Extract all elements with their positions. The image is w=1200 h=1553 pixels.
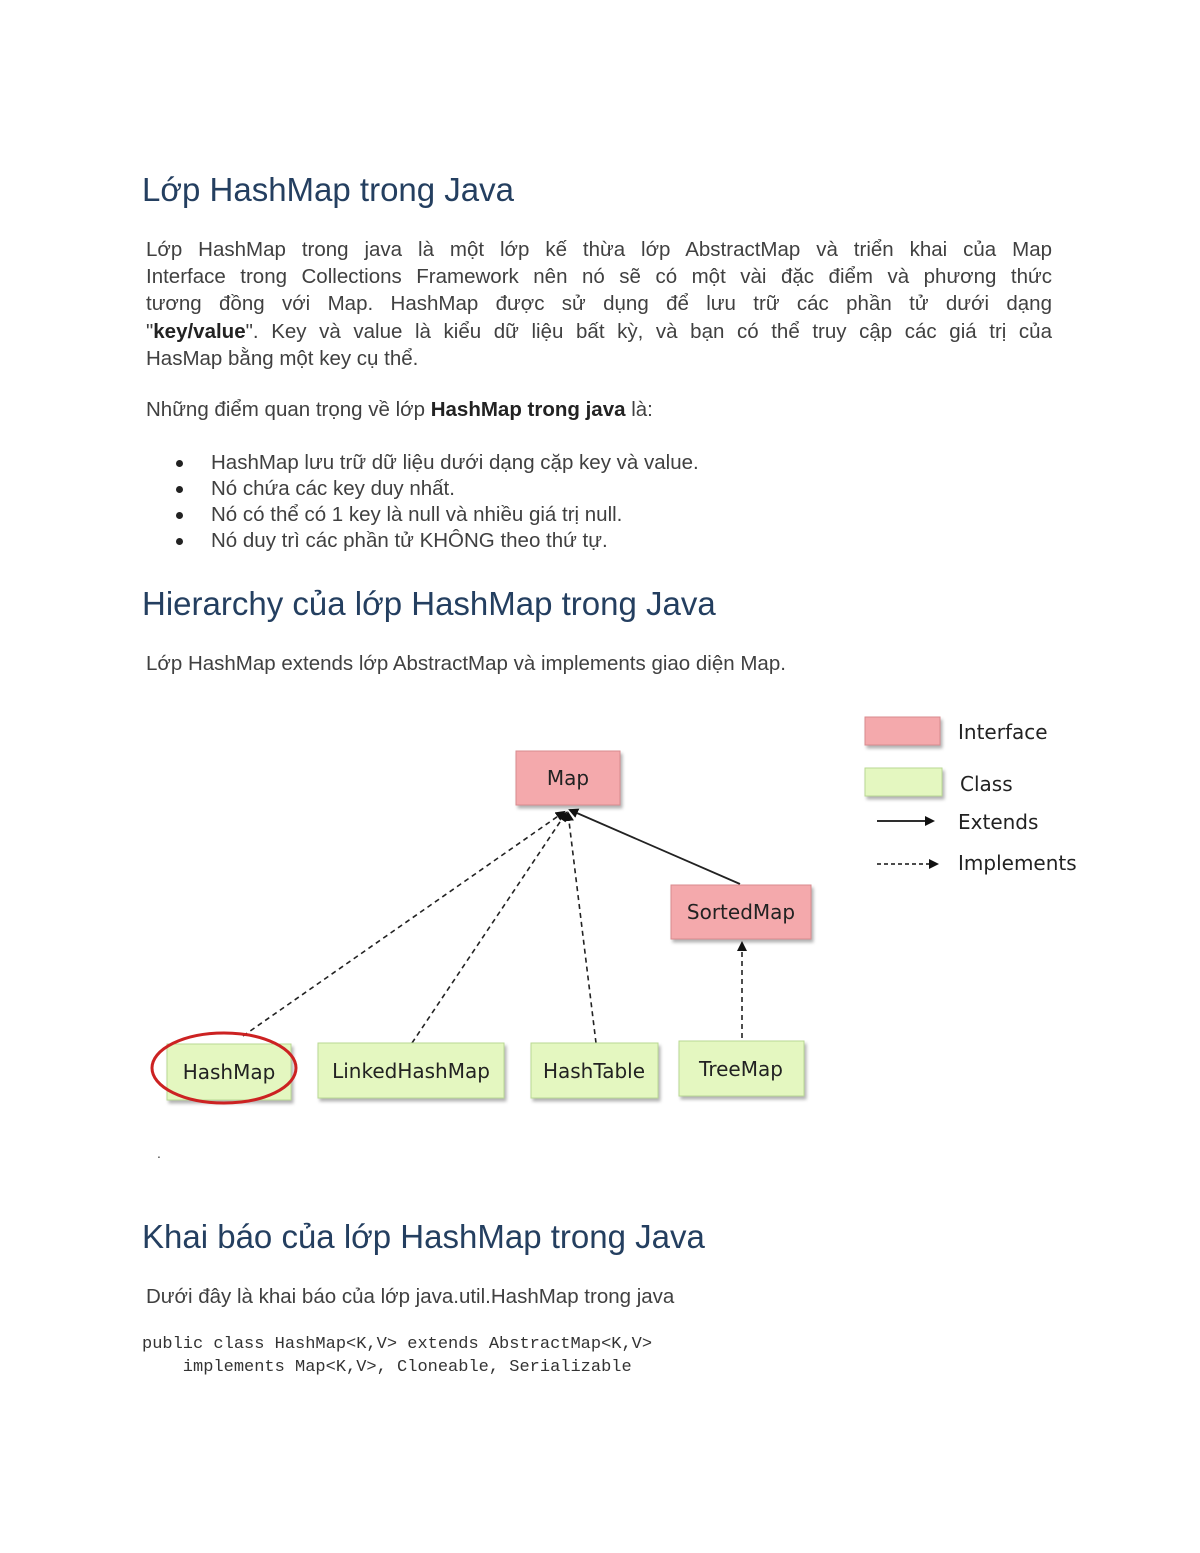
intro-quote-open: " [146, 319, 154, 343]
node-hashmap-label: HashMap [182, 1060, 276, 1084]
intro-bold-keyvalue: key/value [153, 319, 246, 343]
node-map [516, 751, 620, 805]
dot-note: . [157, 1145, 161, 1161]
legend-interface-label: Interface [958, 720, 1048, 744]
intro-line-4 [146, 318, 1052, 345]
section-heading-declaration: Khai báo của lớp HashMap trong Java [142, 1218, 705, 1255]
legend-extends-label: Extends [958, 810, 1039, 834]
edge-linkedhashmap-map [412, 813, 566, 1043]
section-heading-hierarchy: Hierarchy của lớp HashMap trong Java [142, 585, 716, 622]
edge-sortedmap-map [570, 810, 740, 884]
node-hashtable [531, 1043, 658, 1098]
intro-paragraph [146, 236, 1052, 372]
intro-line-3: tương đồng với Map. HashMap được sử dụng để lưu trữ các phần tử dưới dạng [146, 292, 1052, 316]
node-map-label: Map [546, 766, 590, 790]
hierarchy-diagram [140, 700, 1100, 1130]
node-linkedhashmap [318, 1043, 504, 1098]
legend-interface-swatch [865, 717, 940, 745]
points-suffix: là: [625, 398, 653, 421]
node-sortedmap [671, 885, 811, 939]
edge-hashtable-map [568, 813, 596, 1043]
intro-line-2: Interface trong Collections Framework nên nó sẽ có một vài đặc điểm và phương thức [146, 265, 1052, 289]
legend-class-swatch [865, 768, 942, 796]
code-line-2: implements Map<K,V>, Cloneable, Serializable [142, 1358, 632, 1377]
hierarchy-text: Lớp HashMap extends lớp AbstractMap và implements giao diện Map. [146, 652, 786, 675]
node-sortedmap-label: SortedMap [686, 900, 796, 924]
list-item: HashMap lưu trữ dữ liệu dưới dạng cặp key và value. [146, 450, 699, 476]
node-linkedhashmap-label: LinkedHashMap [332, 1059, 490, 1083]
legend [865, 717, 1077, 875]
code-block [142, 1333, 652, 1379]
points-prefix: Những điểm quan trọng về lớp [146, 398, 431, 421]
feature-list [146, 450, 699, 554]
node-hashtable-label: HashTable [542, 1059, 646, 1083]
section-heading-hashmap: Lớp HashMap trong Java [142, 171, 515, 208]
list-item: Nó duy trì các phần tử KHÔNG theo thứ tự. [146, 528, 699, 554]
legend-class-label: Class [960, 772, 1013, 796]
intro-after-bold: ". Key và value là kiểu dữ liệu bất kỳ, và bạn có thể truy cập các giá trị của [245, 319, 1052, 343]
points-intro [146, 396, 1052, 423]
declaration-text: Dưới đây là khai báo của lớp java.util.HashMap trong java [146, 1285, 675, 1308]
intro-line-5: HasMap bằng một key cụ thể. [146, 346, 419, 370]
list-item: Nó có thể có 1 key là null và nhiều giá trị null. [146, 502, 699, 528]
code-line-1: public class HashMap<K,V> extends AbstractMap<K,V> [142, 1335, 653, 1354]
node-treemap-label: TreeMap [699, 1057, 783, 1081]
list-item: Nó chứa các key duy nhất. [146, 476, 699, 502]
legend-implements-label: Implements [958, 851, 1077, 875]
node-hashmap [167, 1044, 291, 1100]
edge-hashmap-map [243, 812, 564, 1036]
intro-line-1: Lớp HashMap trong java là một lớp kế thừa lớp AbstractMap và triển khai của Map [146, 238, 1052, 261]
node-treemap [679, 1041, 804, 1096]
points-bold: HashMap trong java [430, 398, 626, 421]
